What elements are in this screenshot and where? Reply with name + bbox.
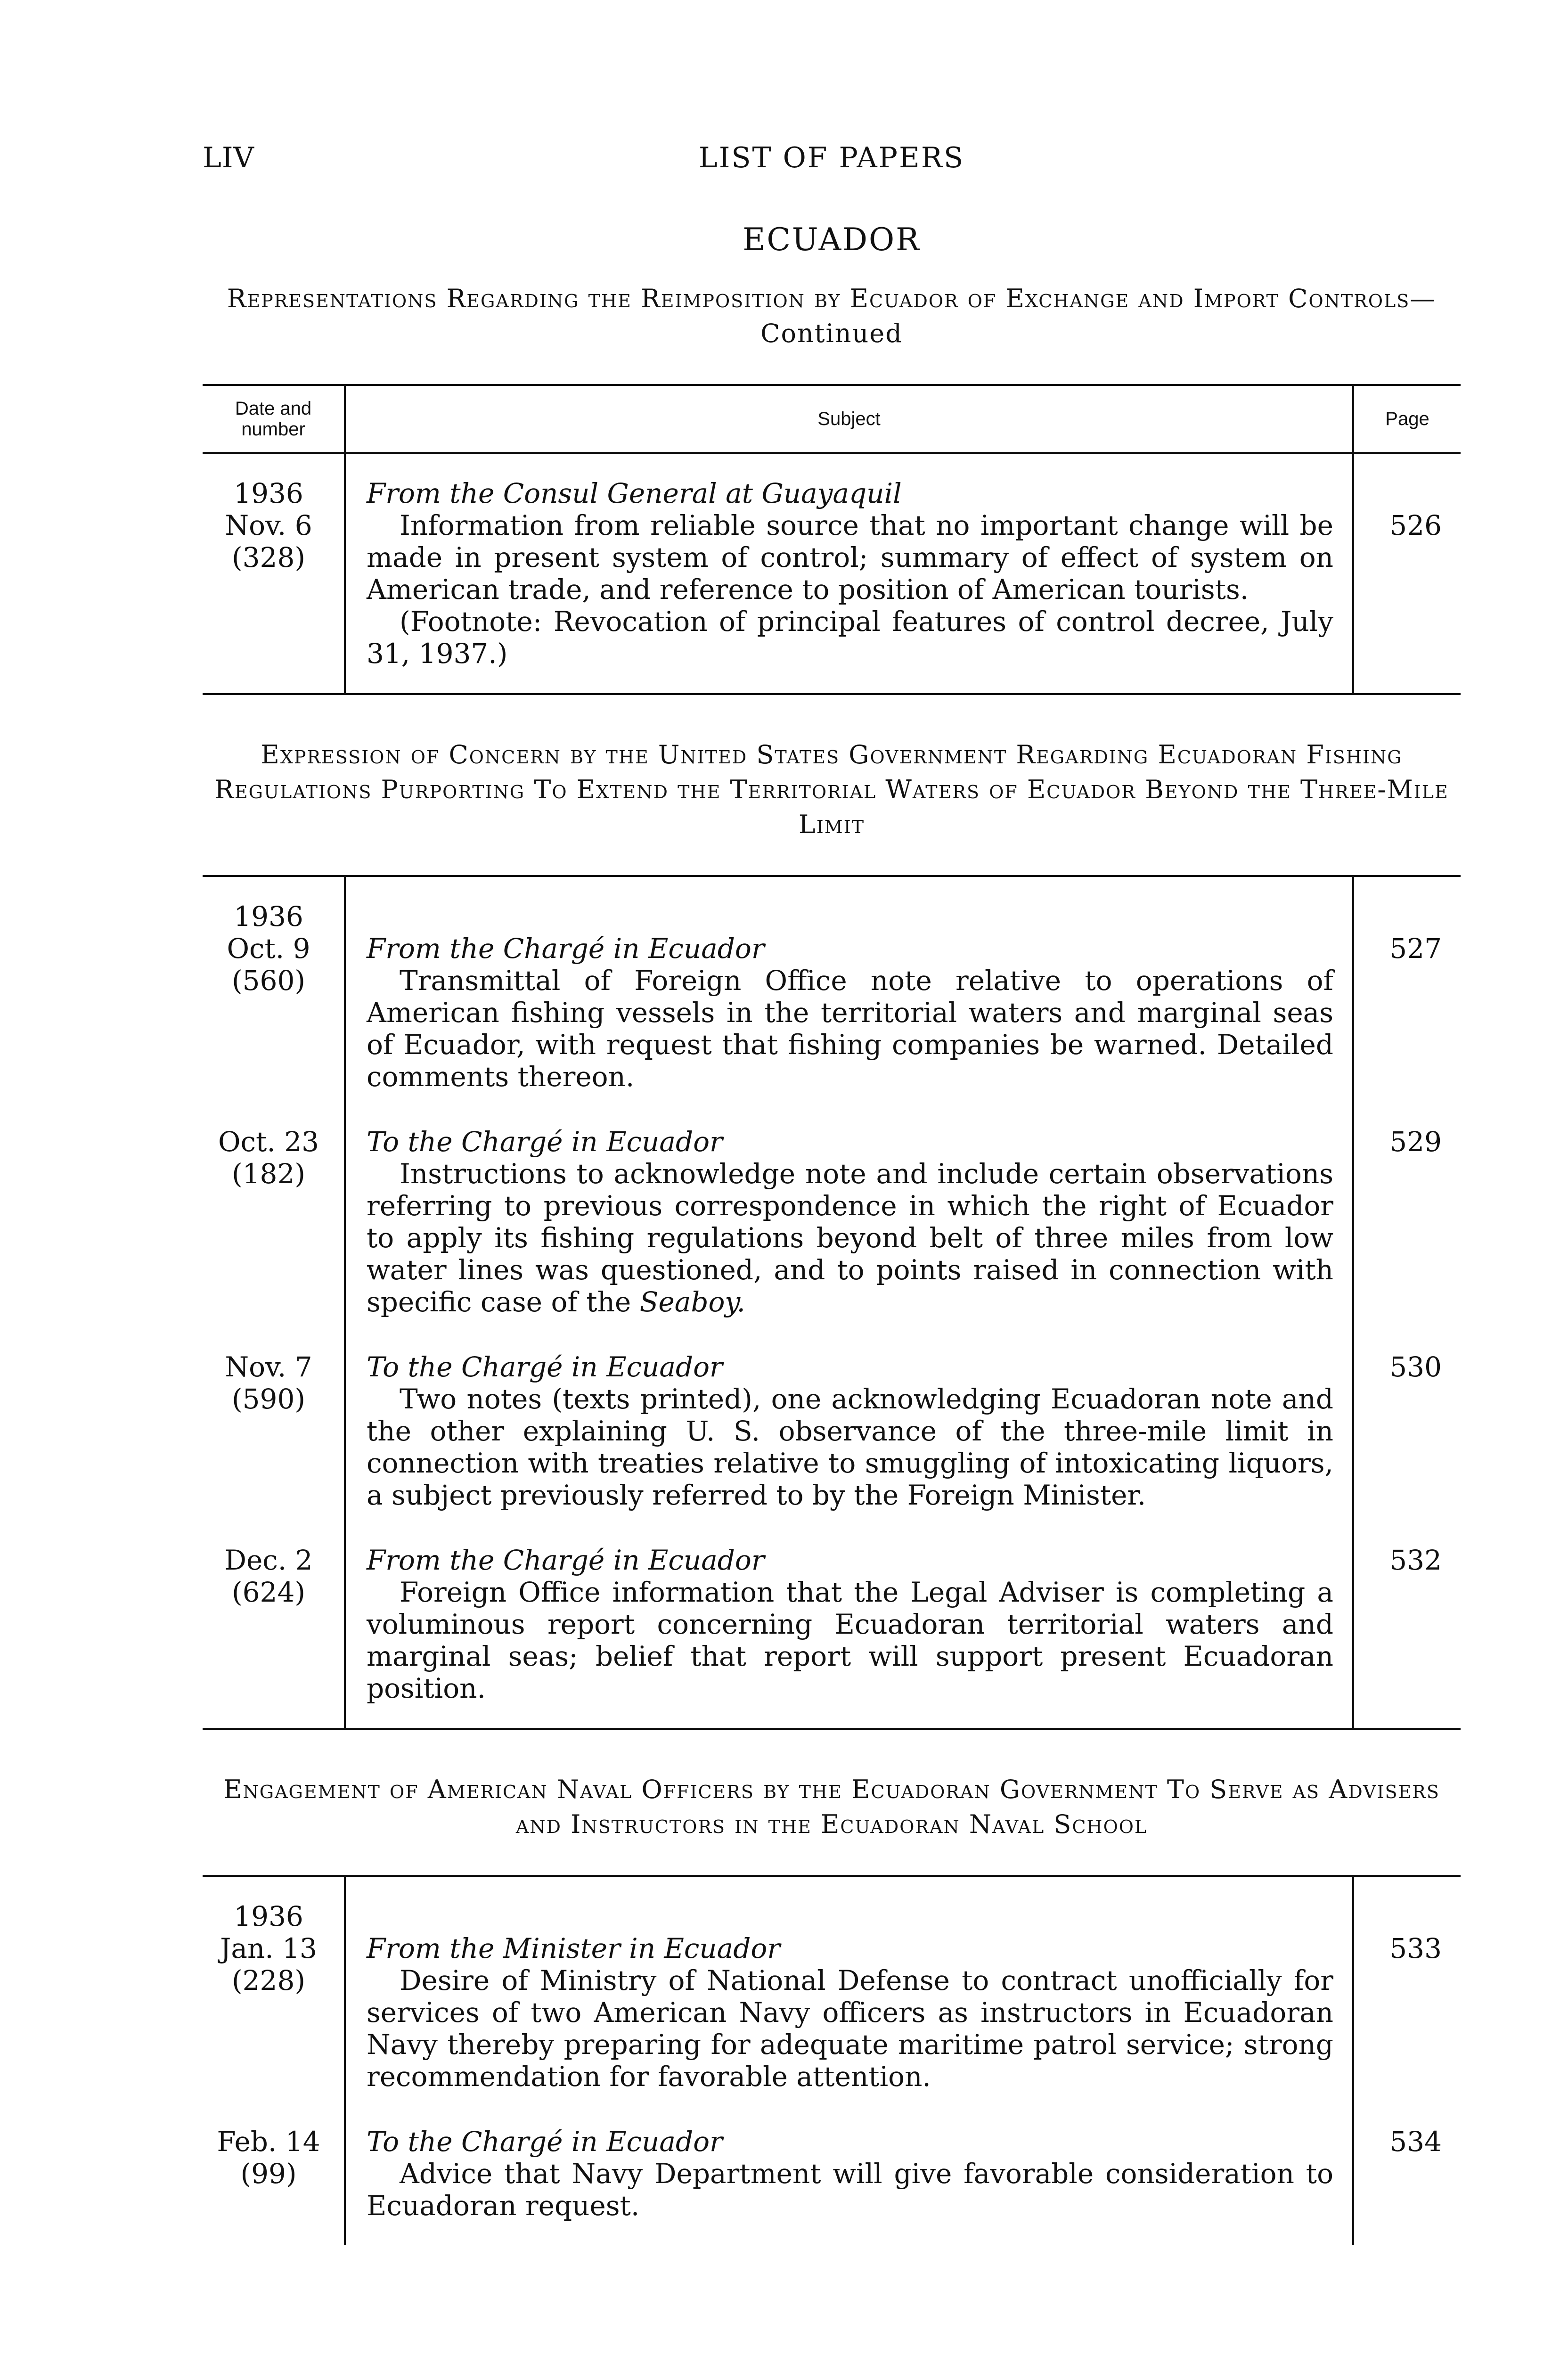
entry-summary: Advice that Navy Department will give favorable consideration to Ecuadoran request.: [367, 2158, 1333, 2222]
entry-from: To the Chargé in Ecuador: [367, 1126, 723, 1158]
entry-year: 1936: [234, 477, 303, 509]
entry-page: [1352, 2126, 1461, 2222]
entry-page: [1352, 1351, 1461, 1511]
section-title: [203, 281, 1461, 351]
entry-date-text: Dec. 2: [224, 1544, 313, 1576]
entry-summary: Transmittal of Foreign Office note relative to operations of American fishing vessels in the territorial waters and marginal seas of Ecuador, with request that fishing companies be warned. Detailed comments thereon.: [367, 965, 1333, 1093]
entry-summary: Two notes (texts printed), one acknowledging Ecuadoran note and the other explaining U. S. observance of the three-mile limit in connection with treaties relative to smuggling of intoxicating liquors, a subject previously referred to by the Foreign Minister.: [367, 1383, 1333, 1511]
running-title: LIST OF PAPERS: [698, 141, 965, 174]
entry-from: To the Chargé in Ecuador: [367, 2126, 723, 2158]
entry-number: (560): [232, 965, 305, 997]
section-title-text: Representations Regarding the Reimposition by Ecuador of Exchange and Import Controls: [227, 284, 1410, 313]
entry-date: [203, 1351, 344, 1511]
entry-page-number: 532: [1389, 1544, 1442, 1576]
entry-year: 1936: [234, 900, 303, 933]
vessel-name: Seaboy.: [639, 1286, 745, 1318]
entries-table: [203, 875, 1461, 1728]
entry-from: From the Consul General at Guayaquil: [367, 477, 902, 509]
entry-summary: Foreign Office information that the Legal Adviser is completing a voluminous report concerning Ecuadoran territorial waters and marginal seas; belief that report will support present Ecuadoran position.: [367, 1576, 1333, 1704]
entry-page: [1352, 477, 1461, 670]
entry-date-text: Nov. 7: [225, 1351, 312, 1383]
entry-number: (624): [232, 1576, 305, 1608]
entry-number: (590): [232, 1383, 305, 1415]
entry-subject: [344, 1126, 1352, 1318]
entry-date-text: Feb. 14: [217, 2126, 320, 2158]
entry-date: [203, 2126, 344, 2222]
country-heading: ECUADOR: [743, 221, 921, 258]
entry-page-number: 526: [1389, 509, 1442, 541]
entry-from: From the Minister in Ecuador: [367, 1932, 781, 1964]
column-header-date: Date and number: [235, 398, 312, 440]
entry-footnote: (Footnote: Revocation of principal features of control decree, July 31, 1937.): [367, 605, 1333, 670]
entry-date-text: Oct. 9: [227, 933, 310, 965]
entry-summary: Information from reliable source that no important change will be made in present system of control; summary of effect of system on American trade, and reference to position of American tourists.: [367, 509, 1333, 605]
entry-subject: [344, 1544, 1352, 1704]
page-number: LIV: [203, 141, 254, 174]
entry-page-number: 530: [1389, 1351, 1442, 1383]
column-header-subject: Subject: [344, 386, 1352, 452]
entry-year: 1936: [234, 1900, 303, 1932]
column-header-page: Page: [1352, 386, 1461, 452]
entry-summary-text: Instructions to acknowledge note and include certain observations referring to previous correspondence in which the right of Ecuador to apply its fishing regulations beyond belt of three miles from low water lines was questioned, and to points raised in connection with specific case of the: [367, 1158, 1333, 1318]
entry-page-number: 533: [1389, 1932, 1442, 1964]
entry-subject: [344, 1900, 1352, 2093]
entry-summary: Desire of Ministry of National Defense to contract unofficially for services of two American Navy officers as instructors in Ecuadoran Navy thereby preparing for adequate maritime patrol service; strong recommendation for favorable attention.: [367, 1964, 1333, 2093]
entry-subject: [344, 1351, 1352, 1511]
entry-date: [203, 477, 344, 670]
entry-page-number: 529: [1389, 1126, 1442, 1158]
section-title-suffix: —Continued: [760, 284, 1437, 348]
entry-page-number: 527: [1389, 933, 1442, 965]
entry-date-text: Jan. 13: [220, 1932, 317, 1964]
document-page: [203, 141, 1461, 2245]
section-title: Expression of Concern by the United States Government Regarding Ecuadoran Fishing Regulations Purporting To Extend the Territorial Waters of Ecuador Beyond the Three-Mile Limit: [214, 740, 1449, 839]
entry-date: [203, 1126, 344, 1318]
entry-from: From the Chargé in Ecuador: [367, 1544, 765, 1576]
entry-page-number: 534: [1389, 2126, 1442, 2158]
entry-subject: [344, 2126, 1352, 2222]
entry-number: (99): [240, 2158, 297, 2190]
entry-date: [203, 1900, 344, 2093]
entry-subject: [344, 900, 1352, 1093]
entry-summary: [367, 1158, 1333, 1318]
entry-number: (228): [232, 1964, 305, 1996]
section-title: Engagement of American Naval Officers by the Ecuadoran Government To Serve as Advisers and Instructors in the Ecuadoran Naval School: [223, 1775, 1440, 1839]
entry-page: [1352, 900, 1461, 1093]
table-header: [203, 384, 1461, 454]
entry-date-text: Nov. 6: [225, 509, 312, 541]
entry-from: To the Chargé in Ecuador: [367, 1351, 723, 1383]
entry-page: [1352, 1544, 1461, 1704]
entry-page: [1352, 1900, 1461, 2093]
entry-date: [203, 900, 344, 1093]
entry-number: (328): [232, 541, 305, 573]
entry-date-text: Oct. 23: [218, 1126, 319, 1158]
entries-table: [203, 454, 1461, 693]
entry-date: [203, 1544, 344, 1704]
entries-table: [203, 1875, 1461, 2245]
entry-from: From the Chargé in Ecuador: [367, 933, 765, 965]
entry-page: [1352, 1126, 1461, 1318]
running-head: [203, 141, 1461, 184]
entry-number: (182): [232, 1158, 305, 1190]
entry-subject: [344, 477, 1352, 670]
